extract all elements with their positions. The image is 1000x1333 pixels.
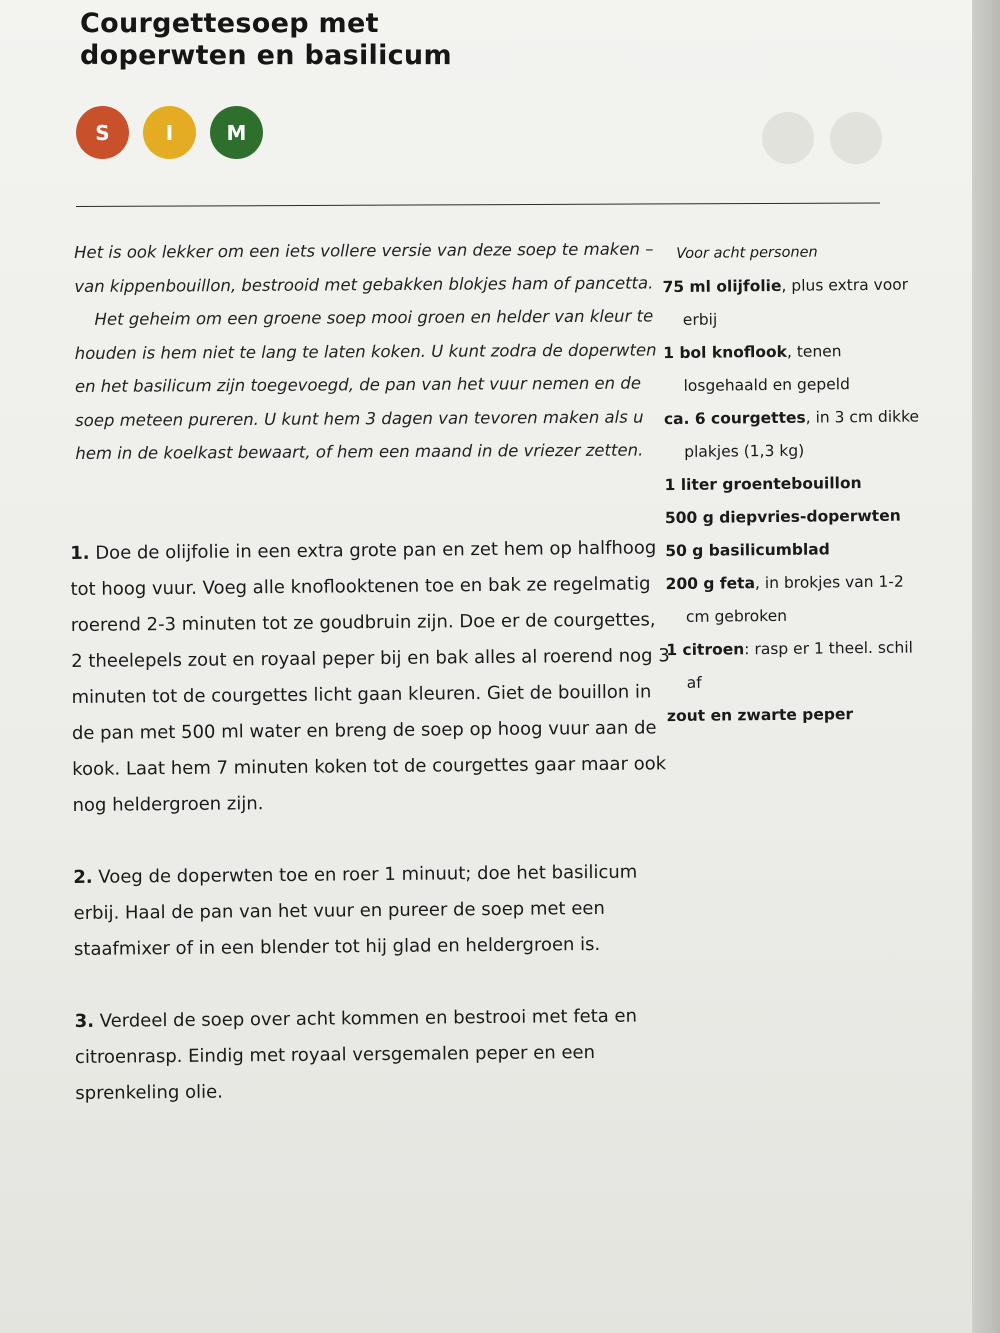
step-text: Verdeel de soep over acht kommen en bestrooi met feta en citroenrasp. Eindig met royaal versgemalen peper en een sprenkeling olie. (74, 1005, 638, 1104)
step-text: Doe de olijfolie in een extra grote pan en zet hem op halfhoog tot hoog vuur. Voeg alle knoflooktenen toe en bak ze regelmatig roerend 2-3 minuten tot ze goudbruin zijn. Doe er de courgettes, 2 theelepels zout en royaal peper bij en bak alles al roerend nog 3 minuten tot de courgettes licht gaan kleuren. Giet de bouillon in de pan met 500 ml water en breng de soep op hoog vuur aan de kook. Laat hem 7 minuten koken tot de courgettes gaar maar ook nog heldergroen zijn. (70, 537, 670, 816)
ingredient-name: zout en zwarte peper (666, 705, 854, 726)
ingredient-detail: : rasp er 1 theel. schil af (686, 638, 913, 692)
ingredient-detail: , tenen losgehaald en gepeld (683, 342, 850, 395)
ingredient-item (659, 532, 929, 568)
divider (76, 202, 880, 207)
method-step (74, 998, 675, 1112)
ingredient-item (656, 268, 927, 337)
ingredient-name: 75 ml olijfolie (662, 276, 782, 297)
ingredient-item (659, 565, 930, 634)
step-number: 2. (73, 866, 93, 888)
ingredient-name: ca. 6 courgettes (663, 408, 806, 429)
diet-badges (76, 106, 263, 159)
show-through-dot (830, 112, 882, 164)
ingredient-item (659, 499, 929, 535)
ingredient-name: 1 liter groentebouillon (664, 474, 862, 495)
page-edge (972, 0, 1000, 1333)
ingredient-name: 1 bol knoflook (663, 342, 788, 363)
recipe-title (80, 8, 452, 72)
ingredient-name: 1 citroen (666, 640, 745, 660)
step-number: 1. (70, 542, 90, 564)
method-steps (70, 530, 676, 1148)
intro-paragraph: Het is ook lekker om een iets vollere versie van deze soep te maken – van kippenbouillon, bestrooid met gebakken blokjes ham of pancetta. (74, 239, 654, 296)
step-text: Voeg de doperwten toe en roer 1 minuut; doe het basilicum erbij. Haal de pan van het vuur en pureer de soep met een staafmixer of in een blender tot hij glad en heldergroen is. (73, 861, 638, 960)
ingredient-item (658, 400, 929, 469)
badge-m: M (210, 106, 263, 159)
ingredient-name: 500 g diepvries-doperwten (664, 506, 901, 528)
step-number: 3. (74, 1010, 95, 1032)
servings-heading: Voor acht personen (676, 244, 818, 262)
ingredient-list (662, 235, 931, 733)
ingredient-item (658, 466, 928, 502)
method-step (70, 530, 673, 824)
title-line-2: doperwten en basilicum (80, 40, 452, 71)
intro-text (74, 232, 665, 470)
intro-paragraph: Het geheim om een groene soep mooi groen en helder van kleur te houden is hem niet te lang te laten koken. U kunt zodra de doperwten en het basilicum zijn toegevoegd, de pan van het vuur nemen en de soep meteen pureren. U kunt hem 3 dagen van tevoren maken als u hem in de koelkast bewaart, of hem een maand in de vriezer zetten. (74, 306, 657, 463)
ingredient-detail: , in brokjes van 1-2 cm gebroken (685, 572, 904, 626)
method-step (73, 854, 674, 968)
badge-i: I (143, 106, 196, 159)
ingredient-name: 50 g basilicumblad (665, 540, 830, 561)
ingredient-detail: , plus extra voor erbij (682, 275, 909, 329)
badge-s: S (76, 106, 129, 159)
ingredient-item (661, 697, 931, 733)
show-through-dot (762, 112, 814, 164)
ingredient-item (660, 631, 931, 700)
title-line-1: Courgettesoep met (80, 8, 379, 39)
ingredient-detail: , in 3 cm dikke plakjes (1,3 kg) (684, 407, 920, 461)
ingredient-name: 200 g feta (665, 574, 756, 594)
ingredient-item (657, 334, 928, 403)
